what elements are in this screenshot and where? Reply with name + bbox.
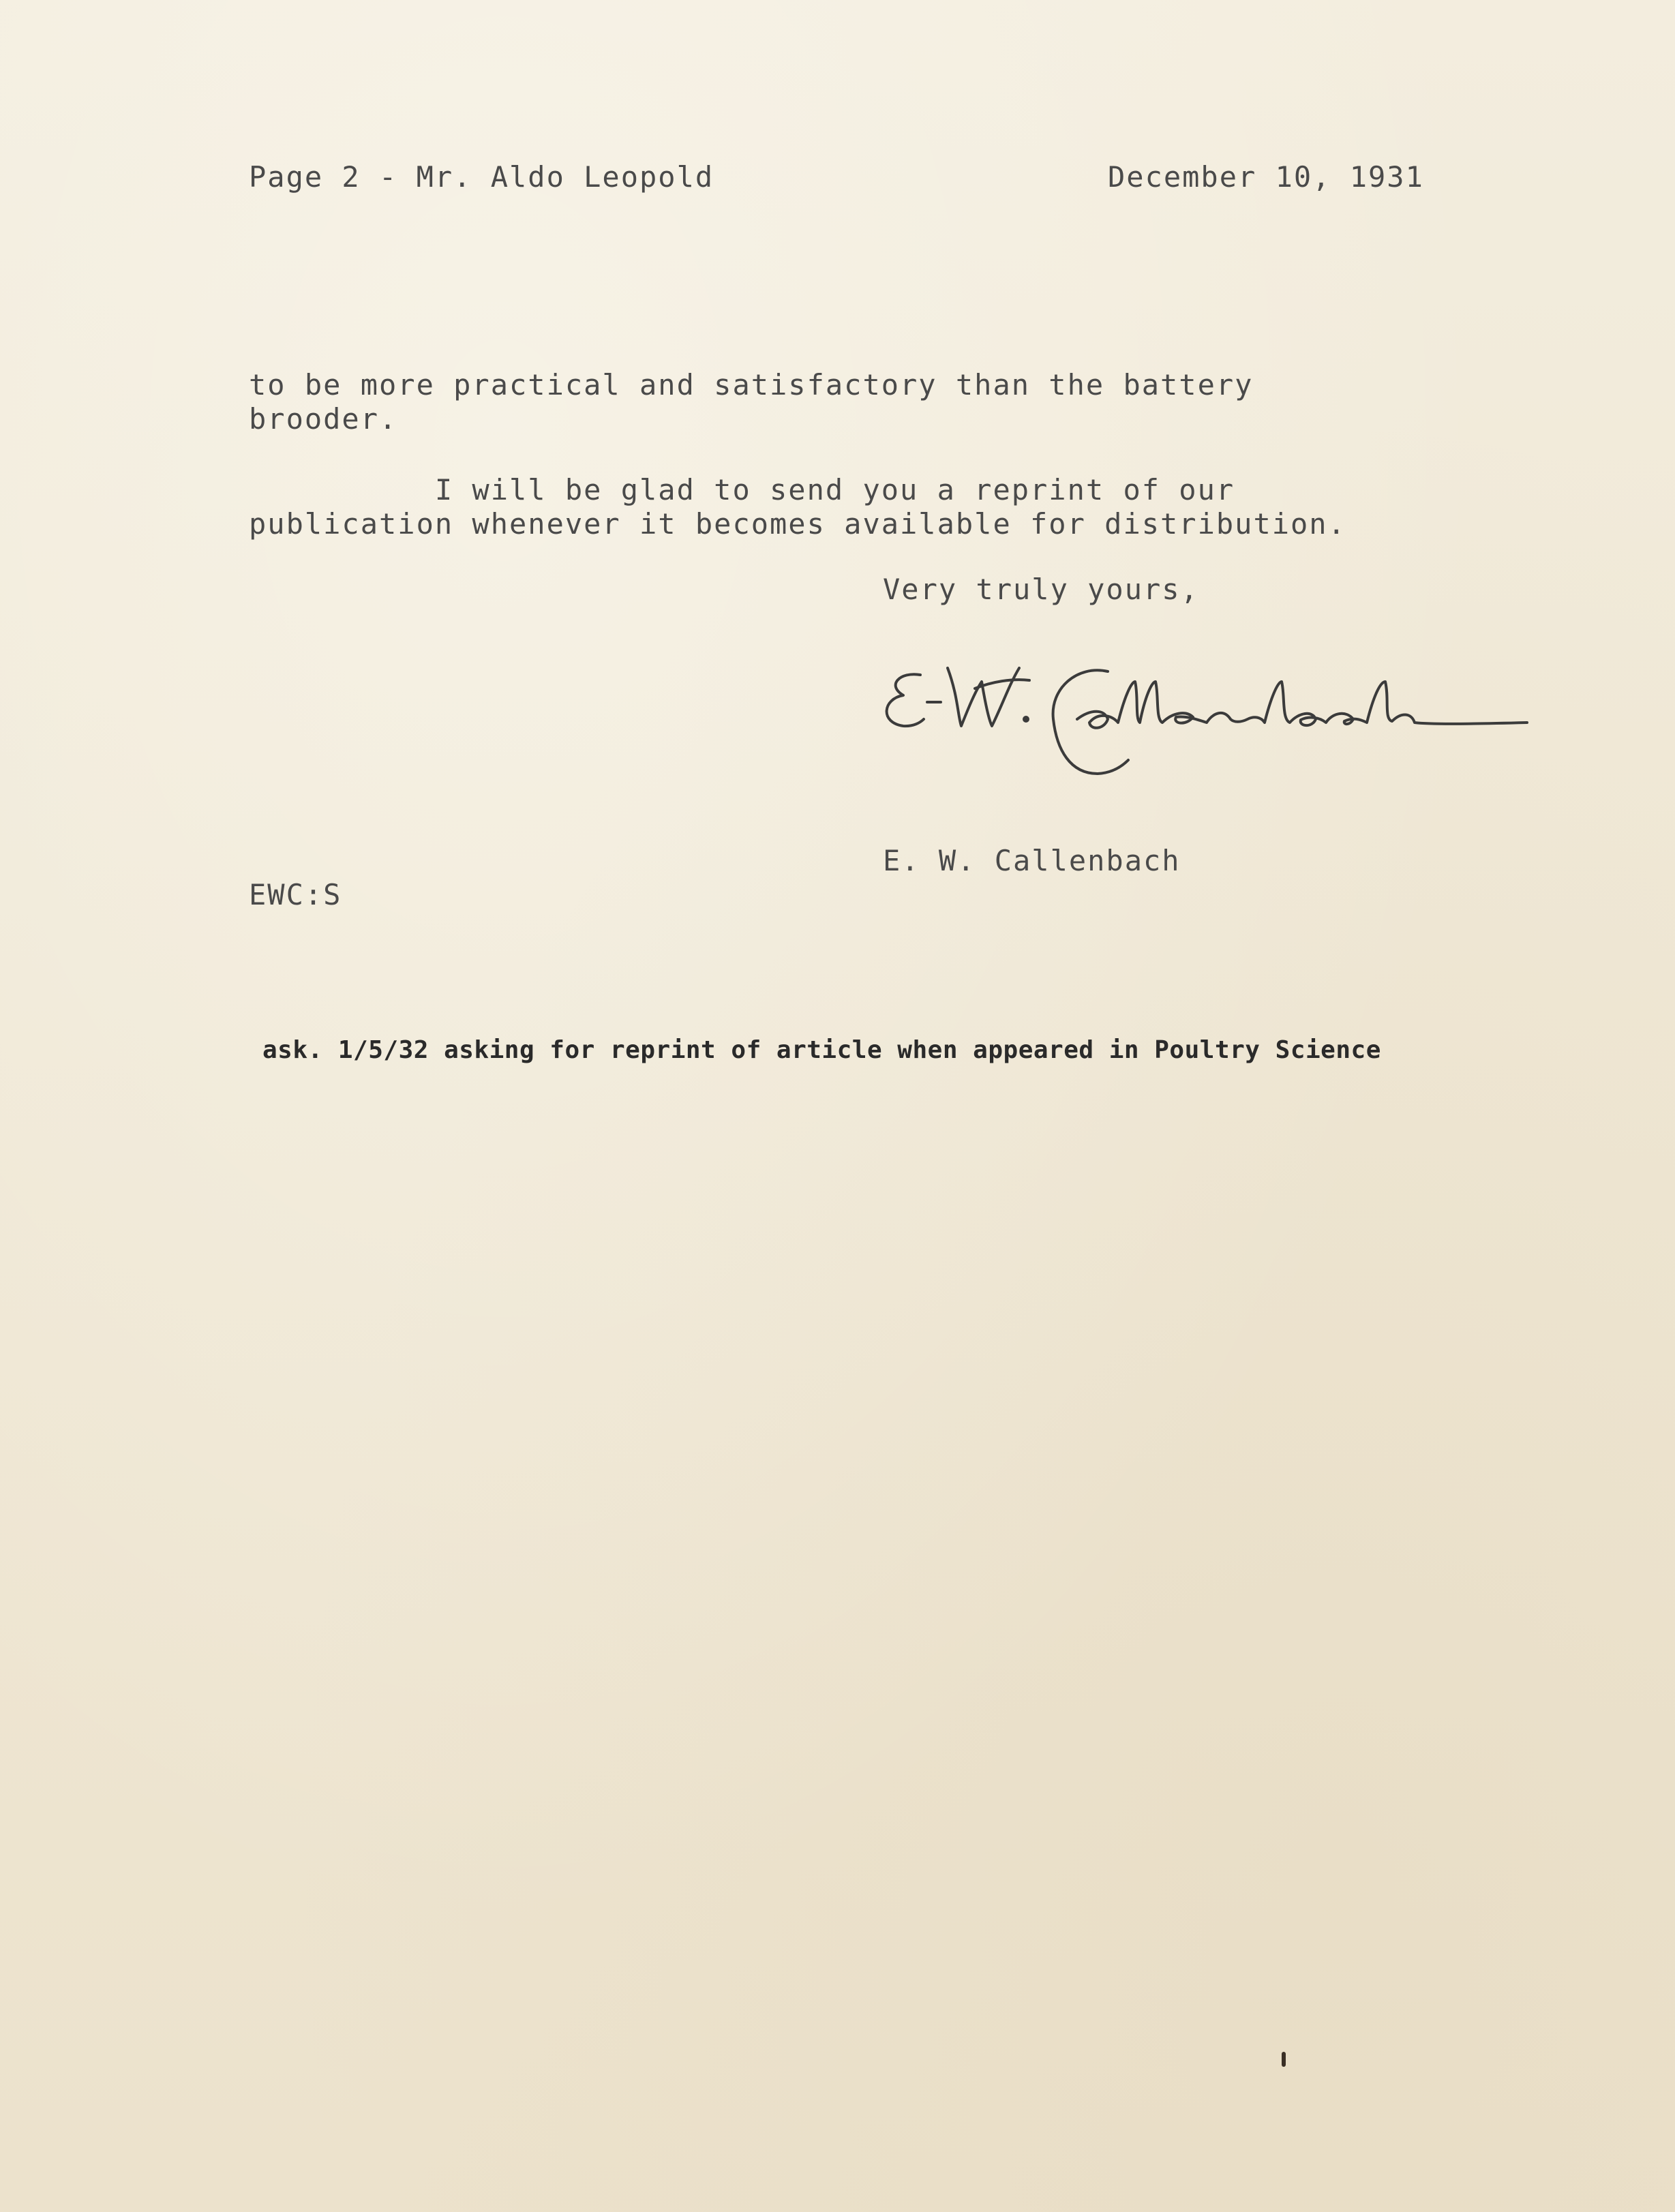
page-header-recipient: Page 2 - Mr. Aldo Leopold	[249, 160, 714, 194]
ink-mark	[1282, 2052, 1286, 2067]
typed-signature-name: E. W. Callenbach	[883, 844, 1181, 877]
handwritten-signature	[873, 654, 1541, 798]
body-paragraph-1: to be more practical and satisfactory than the battery brooder.	[249, 368, 1254, 436]
closing-salutation: Very truly yours,	[883, 573, 1199, 606]
reference-initials: EWC:S	[249, 878, 342, 911]
stamped-annotation: ask. 1/5/32 asking for reprint of article when appeared in Poultry Science	[262, 1036, 1381, 1064]
letter-date: December 10, 1931	[1108, 160, 1424, 194]
body-paragraph-2: I will be glad to send you a reprint of our publication whenever it becomes available for distribution.	[249, 473, 1346, 541]
